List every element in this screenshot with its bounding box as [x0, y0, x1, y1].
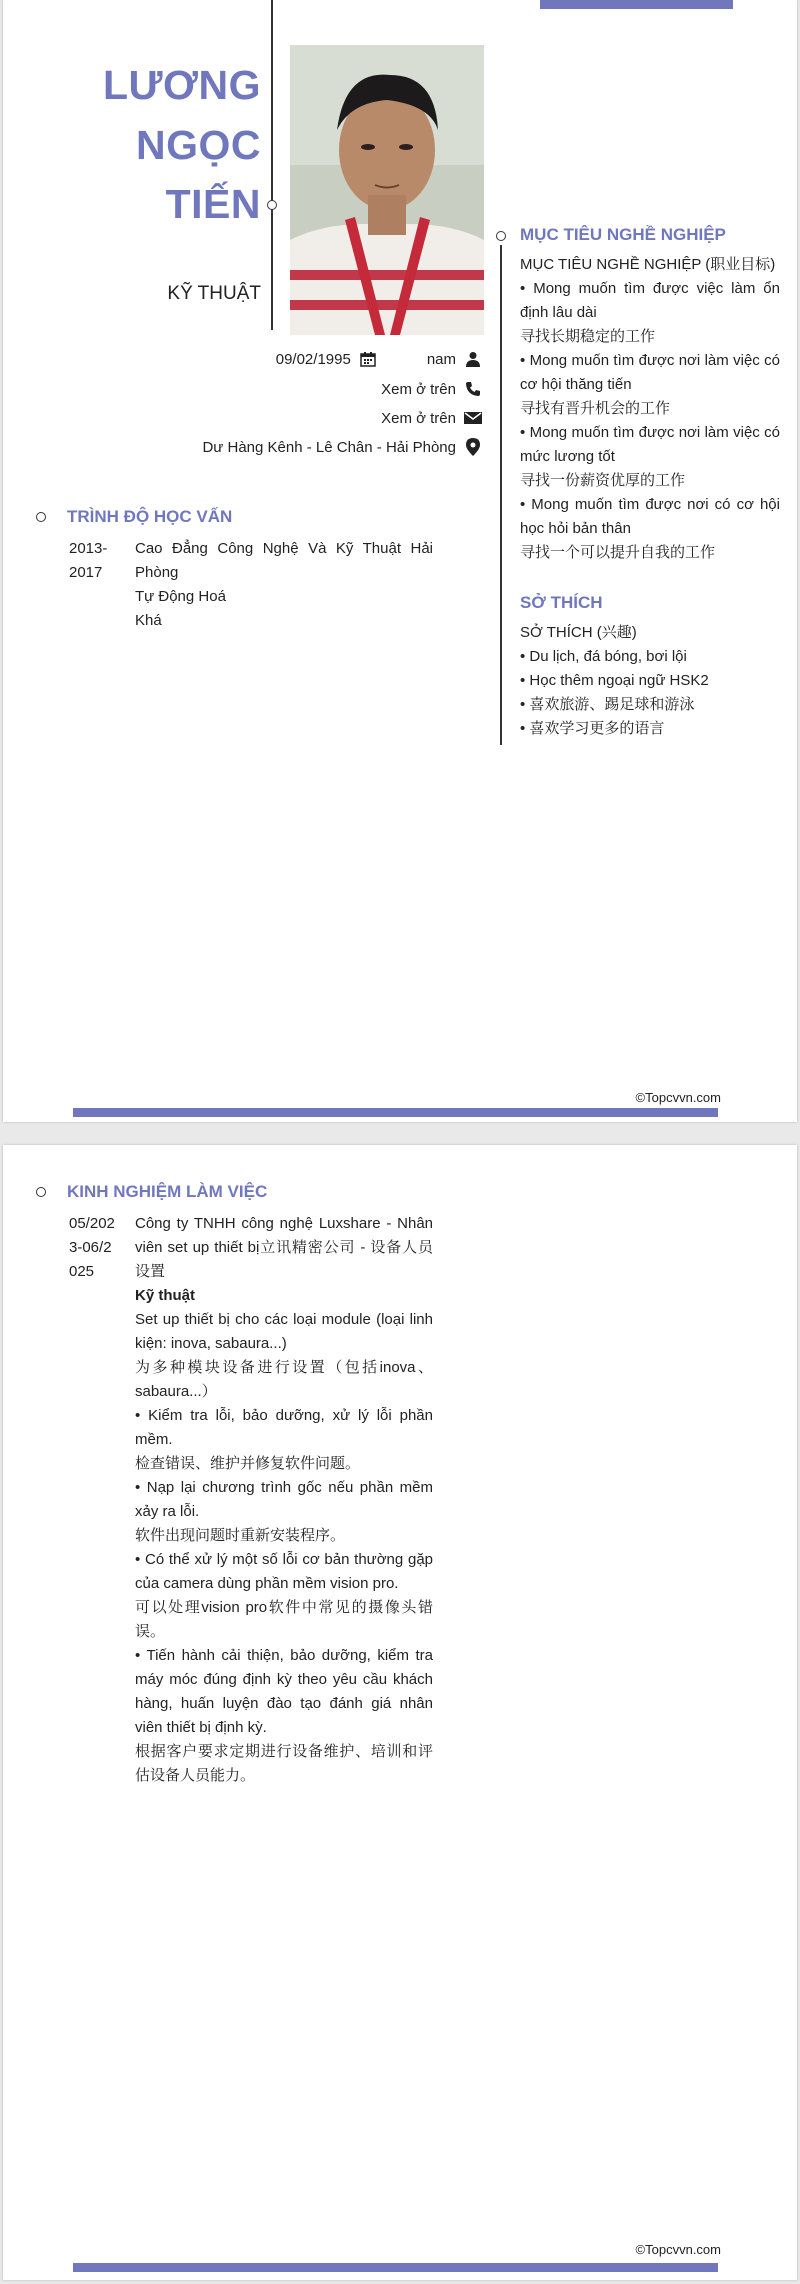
experience-line: Set up thiết bị cho các loại module (loại linh kiện: inova, sabaura...) — [135, 1311, 433, 1352]
cv-page-1 — [3, 0, 797, 1122]
experience-line: 为多种模块设备进行设置（包括inova、sabaura...） — [135, 1359, 433, 1400]
phone-icon — [464, 380, 482, 398]
gender-value: nam — [426, 350, 456, 368]
calendar-icon — [359, 350, 377, 368]
experience-line: • Nạp lại chương trình gốc nếu phần mềm xảy ra lỗi. — [135, 1479, 433, 1520]
job-title: KỸ THUẬT — [167, 283, 261, 304]
objective-line: • Mong muốn tìm được việc làm ổn định lâu dài — [520, 280, 780, 321]
birthday-value: 09/02/1995 — [275, 350, 351, 368]
name-line-3: TIẾN — [165, 181, 261, 227]
hobby-line: • Học thêm ngoại ngữ HSK2 — [520, 672, 709, 689]
objective-line: • Mong muốn tìm được nơi làm việc có cơ hội thăng tiến — [520, 352, 780, 393]
bottom-accent-bar — [73, 1108, 718, 1117]
experience-line: 软件出现问题时重新安装程序。 — [135, 1527, 346, 1544]
experience-line: 根据客户要求定期进行设备维护、培训和评估设备人员能力。 — [135, 1743, 433, 1784]
email-row — [381, 407, 482, 429]
address-row — [202, 436, 482, 458]
education-marker-circle — [36, 512, 46, 522]
hobbies-text — [520, 621, 780, 741]
experience-line: • Kiểm tra lỗi, bảo dưỡng, xử lý lỗi phần mềm. — [135, 1407, 433, 1448]
experience-line: • Tiến hành cải thiện, bảo dưỡng, kiểm tra máy móc đúng định kỳ theo yêu cầu khách hàng, huấn luyện đào tạo đánh giá nhân viên thiết bị định kỳ. — [135, 1647, 433, 1736]
objective-line: 寻找一份薪资优厚的工作 — [520, 472, 686, 489]
left-divider — [271, 0, 273, 330]
objective-line: 寻找有晋升机会的工作 — [520, 400, 671, 417]
experience-position: Kỹ thuật — [135, 1287, 195, 1304]
experience-title: KINH NGHIỆM LÀM VIỆC — [67, 1182, 268, 1201]
education-years: 2013-2017 — [69, 540, 108, 581]
experience-line: 可以处理vision pro软件中常见的摄像头错误。 — [135, 1599, 433, 1640]
education-grade: Khá — [135, 612, 162, 629]
footer-credit: ©Topcvvn.com — [635, 1090, 721, 1105]
education-title: TRÌNH ĐỘ HỌC VẤN — [67, 507, 233, 526]
objective-line: 寻找长期稳定的工作 — [520, 328, 656, 345]
experience-marker-circle — [36, 1187, 46, 1197]
objective-title: MỤC TIÊU NGHỀ NGHIỆP — [520, 225, 726, 244]
birthday-row — [276, 348, 482, 370]
experience-body — [135, 1212, 433, 1788]
person-icon — [464, 350, 482, 368]
experience-period: 05/2023-06/2025 — [69, 1215, 115, 1280]
education-school: Cao Đẳng Công Nghệ Và Kỹ Thuật Hải Phòng — [135, 540, 433, 581]
cv-page-2 — [3, 1145, 797, 2280]
phone-row — [381, 378, 482, 400]
objective-marker-circle — [496, 231, 506, 241]
address-value: Dư Hàng Kênh - Lê Chân - Hải Phòng — [202, 438, 456, 456]
hobby-line: SỞ THÍCH (兴趣) — [520, 624, 637, 641]
objective-line: • Mong muốn tìm được nơi có cơ hội học hỏi bản thân — [520, 496, 780, 537]
right-divider — [500, 245, 502, 745]
objective-text — [520, 253, 780, 565]
name-marker-circle — [267, 200, 277, 210]
objective-line: • Mong muốn tìm được nơi làm việc có mức lương tốt — [520, 424, 780, 465]
education-body — [135, 537, 433, 633]
experience-line: • Có thể xử lý một số lỗi cơ bản thường gặp của camera dùng phần mềm vision pro. — [135, 1551, 433, 1592]
top-accent-bar — [540, 0, 733, 9]
name-line-1: LƯƠNG — [102, 62, 261, 108]
phone-value: Xem ở trên — [381, 380, 456, 398]
experience-company: Công ty TNHH công nghệ Luxshare - Nhân viên set up thiết bị立讯精密公司 - 设备人员设置 — [135, 1215, 433, 1280]
envelope-icon — [464, 409, 482, 427]
hobby-line: • 喜欢学习更多的语言 — [520, 720, 665, 737]
footer-credit: ©Topcvvn.com — [635, 2242, 721, 2257]
map-pin-icon — [464, 438, 482, 456]
name-line-2: NGỌC — [136, 122, 261, 168]
education-major: Tự Động Hoá — [135, 588, 226, 605]
profile-photo — [290, 45, 484, 335]
experience-line: 检查错误、维护并修复软件问题。 — [135, 1455, 361, 1472]
bottom-accent-bar — [73, 2263, 718, 2272]
hobby-line: • Du lịch, đá bóng, bơi lội — [520, 648, 687, 665]
email-value: Xem ở trên — [381, 409, 456, 427]
objective-line: MỤC TIÊU NGHỀ NGHIỆP (职业目标) — [520, 256, 776, 273]
objective-line: 寻找一个可以提升自我的工作 — [520, 544, 716, 561]
hobbies-title: SỞ THÍCH — [520, 593, 603, 612]
hobby-line: • 喜欢旅游、踢足球和游泳 — [520, 696, 695, 713]
